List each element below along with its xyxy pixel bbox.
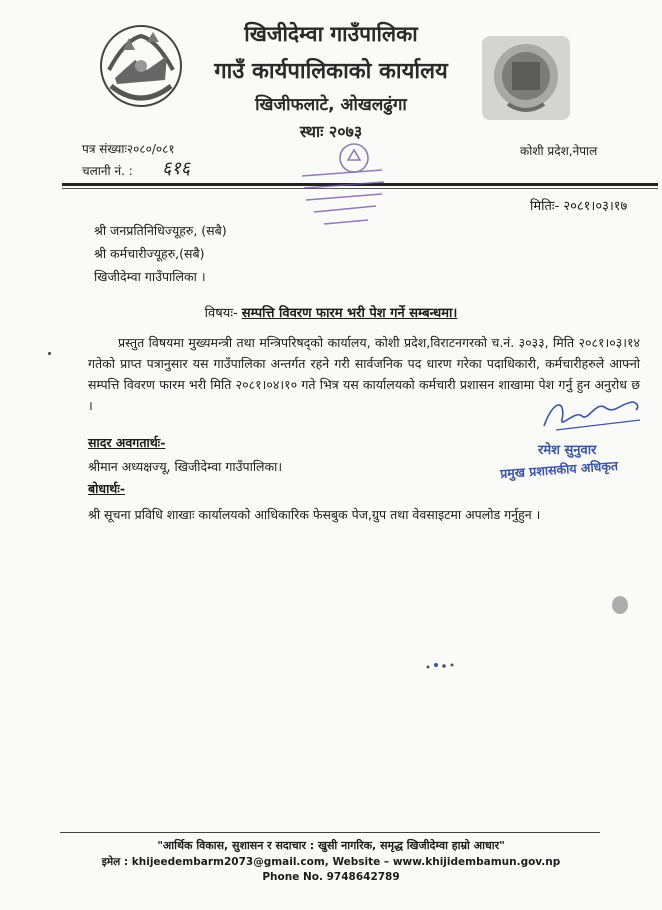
footer-contact: इमेल : khijeedembarm2073@gmail.com, Website – www.khijidembamun.gov.np [101, 856, 561, 868]
office-subtitle: गाउँ कार्यपालिकाको कार्यालय [214, 59, 448, 84]
letter-body: प्रस्तुत विषयमा मुख्यमन्त्री तथा मन्त्रिपरिषद्को कार्यालय, कोशी प्रदेश,विराटनगरको च.नं. ३०३३, मिति २०८१।०३।१४ गतेको प्राप्त पत्रानुसार यस गाउँपालिका अन्तर्गत रहने गरी सार्वजनिक पद धारण गरेका पदाधिकारी, कर्मचारीहरुले आफ्नो सम्पत्ति विवरण फारम भरी मिति २०८१।०४।१० गते भित्र यस कार्यालयको कर्मचारी प्रशासन शाखामा पेश गर्नु हुन अनुरोध छ । [88, 335, 640, 413]
letter-date: मितिः- २०८१।०३।१७ [530, 199, 628, 214]
cc-info-item: श्रीमान अध्यक्षज्यू, खिजीदेम्वा गाउँपालिका। [88, 459, 283, 474]
signature-icon [536, 390, 646, 434]
subject-line [0, 303, 662, 321]
footer-phone: Phone No. 9748642789 [262, 871, 400, 883]
dispatch-label: चलानी नं. : [82, 164, 133, 178]
recipient-line: श्री कर्मचारीज्यूहरु,(सबै) [94, 246, 205, 261]
office-stamp-icon [296, 132, 392, 232]
office-name: खिजीदेम्वा गाउँपालिका [244, 22, 418, 46]
dispatch-number: ६१६ [162, 158, 191, 179]
cc-action-heading: बोधार्थः- [88, 481, 126, 496]
cc-info-heading: सादर अवगतार्थः- [88, 435, 166, 450]
subject-label: विषयः- [204, 306, 238, 321]
municipality-seal-icon [478, 32, 574, 124]
subject-text: सम्पत्ति विवरण फारम भरी पेश गर्ने सम्बन्धमा। [241, 306, 458, 321]
province-label: कोशी प्रदेश,नेपाल [520, 144, 598, 158]
scan-smudge [612, 596, 628, 614]
scan-speck [48, 352, 51, 355]
cc-action-item: श्री सूचना प्रविधि शाखाः कार्यालयको आधिकारिक फेसबुक पेज,ग्रुप तथा वेवसाइटमा अपलोड गर्नुहुन । [88, 507, 541, 522]
recipient-line: श्री जनप्रतिनिधिज्यूहरु, (सबै) [94, 223, 227, 238]
signatory-title: प्रमुख प्रशासकीय अधिकृत [499, 457, 619, 482]
footer-divider [60, 832, 600, 833]
signatory-name: रमेश सुनुवार [538, 443, 597, 458]
office-address: खिजीफलाटे, ओखलढुंगा [255, 95, 407, 115]
footer-motto: "आर्थिक विकास, सुशासन र सदाचार : खुसी नागरिक, समृद्ध खिजीदेम्वा हाम्रो आधार" [157, 839, 505, 852]
letter-number: पत्र संख्याः२०८०/०८१ [82, 142, 175, 156]
establishment-year: स्थाः २०७३ [299, 122, 363, 141]
scan-marks [424, 656, 458, 666]
recipient-line: खिजीदेम्वा गाउँपालिका । [94, 269, 206, 284]
